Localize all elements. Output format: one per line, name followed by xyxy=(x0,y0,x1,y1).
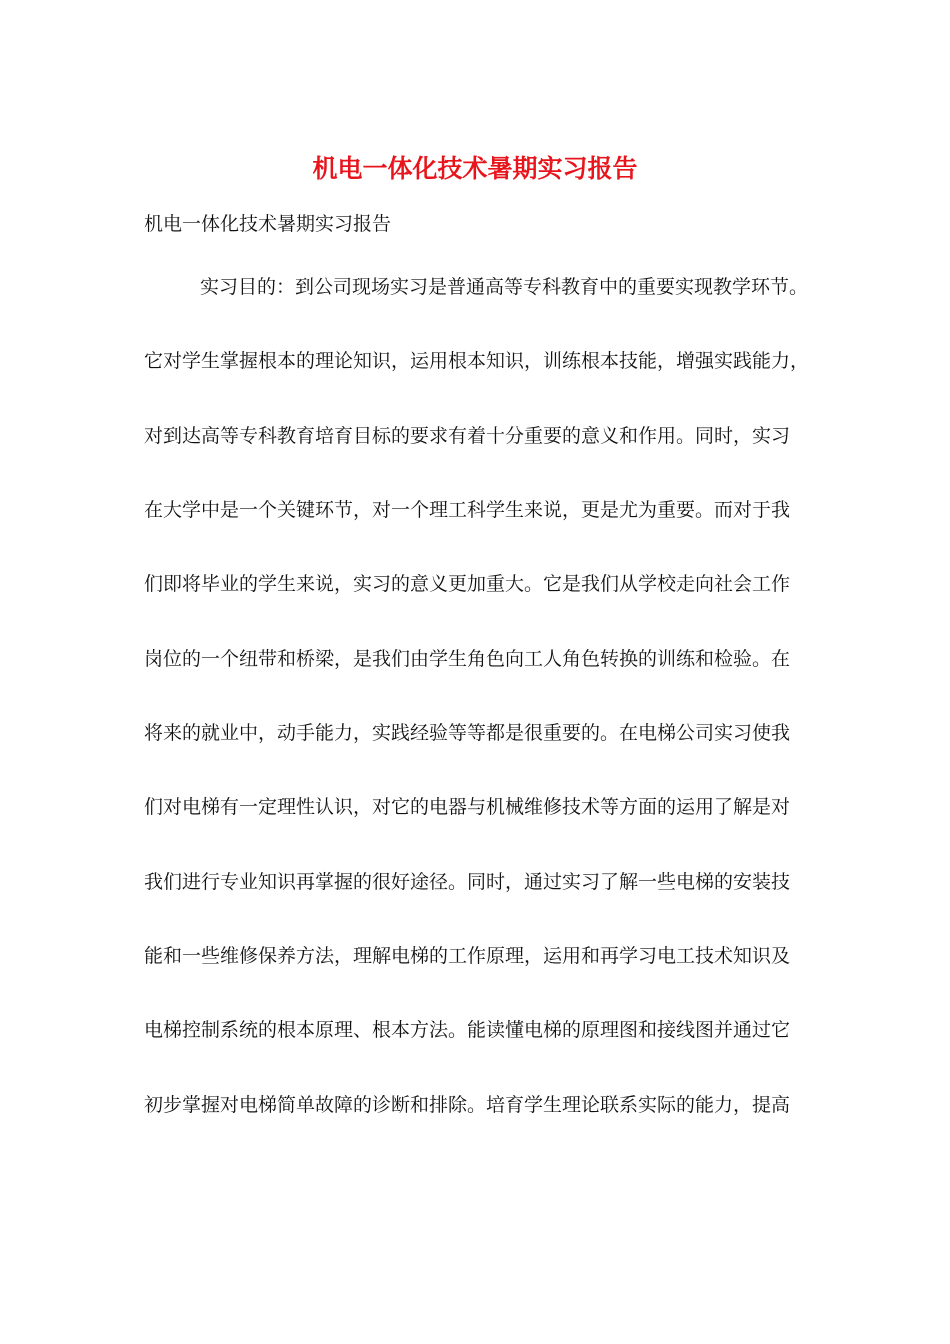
body-line: 们即将毕业的学生来说，实习的意义更加重大。它是我们从学校走向社会工作 xyxy=(144,573,791,595)
body-line: 实习目的：到公司现场实习是普通高等专科教育中的重要实现教学环节。 xyxy=(200,276,809,298)
body-line: 能和一些维修保养方法，理解电梯的工作原理，运用和再学习电工技术知识及 xyxy=(144,945,791,967)
document-title: 机电一体化技术暑期实习报告 xyxy=(312,154,638,183)
body-line: 它对学生掌握根本的理论知识，运用根本知识，训练根本技能，增强实践能力， xyxy=(144,350,810,372)
body-line: 在大学中是一个关键环节，对一个理工科学生来说，更是尤为重要。而对于我 xyxy=(144,499,791,521)
body-line: 将来的就业中，动手能力，实践经验等等都是很重要的。在电梯公司实习使我 xyxy=(144,722,791,744)
document-subtitle: 机电一体化技术暑期实习报告 xyxy=(144,213,392,235)
body-line: 岗位的一个纽带和桥梁，是我们由学生角色向工人角色转换的训练和检验。在 xyxy=(144,648,791,670)
body-line: 我们进行专业知识再掌握的很好途径。同时，通过实习了解一些电梯的安装技 xyxy=(144,871,791,893)
body-line: 对到达高等专科教育培育目标的要求有着十分重要的意义和作用。同时，实习 xyxy=(144,425,791,447)
body-line: 电梯控制系统的根本原理、根本方法。能读懂电梯的原理图和接线图并通过它 xyxy=(144,1019,791,1041)
body-line: 初步掌握对电梯简单故障的诊断和排除。培育学生理论联系实际的能力，提高 xyxy=(144,1094,791,1116)
body-line: 们对电梯有一定理性认识，对它的电器与机械维修技术等方面的运用了解是对 xyxy=(144,796,791,818)
